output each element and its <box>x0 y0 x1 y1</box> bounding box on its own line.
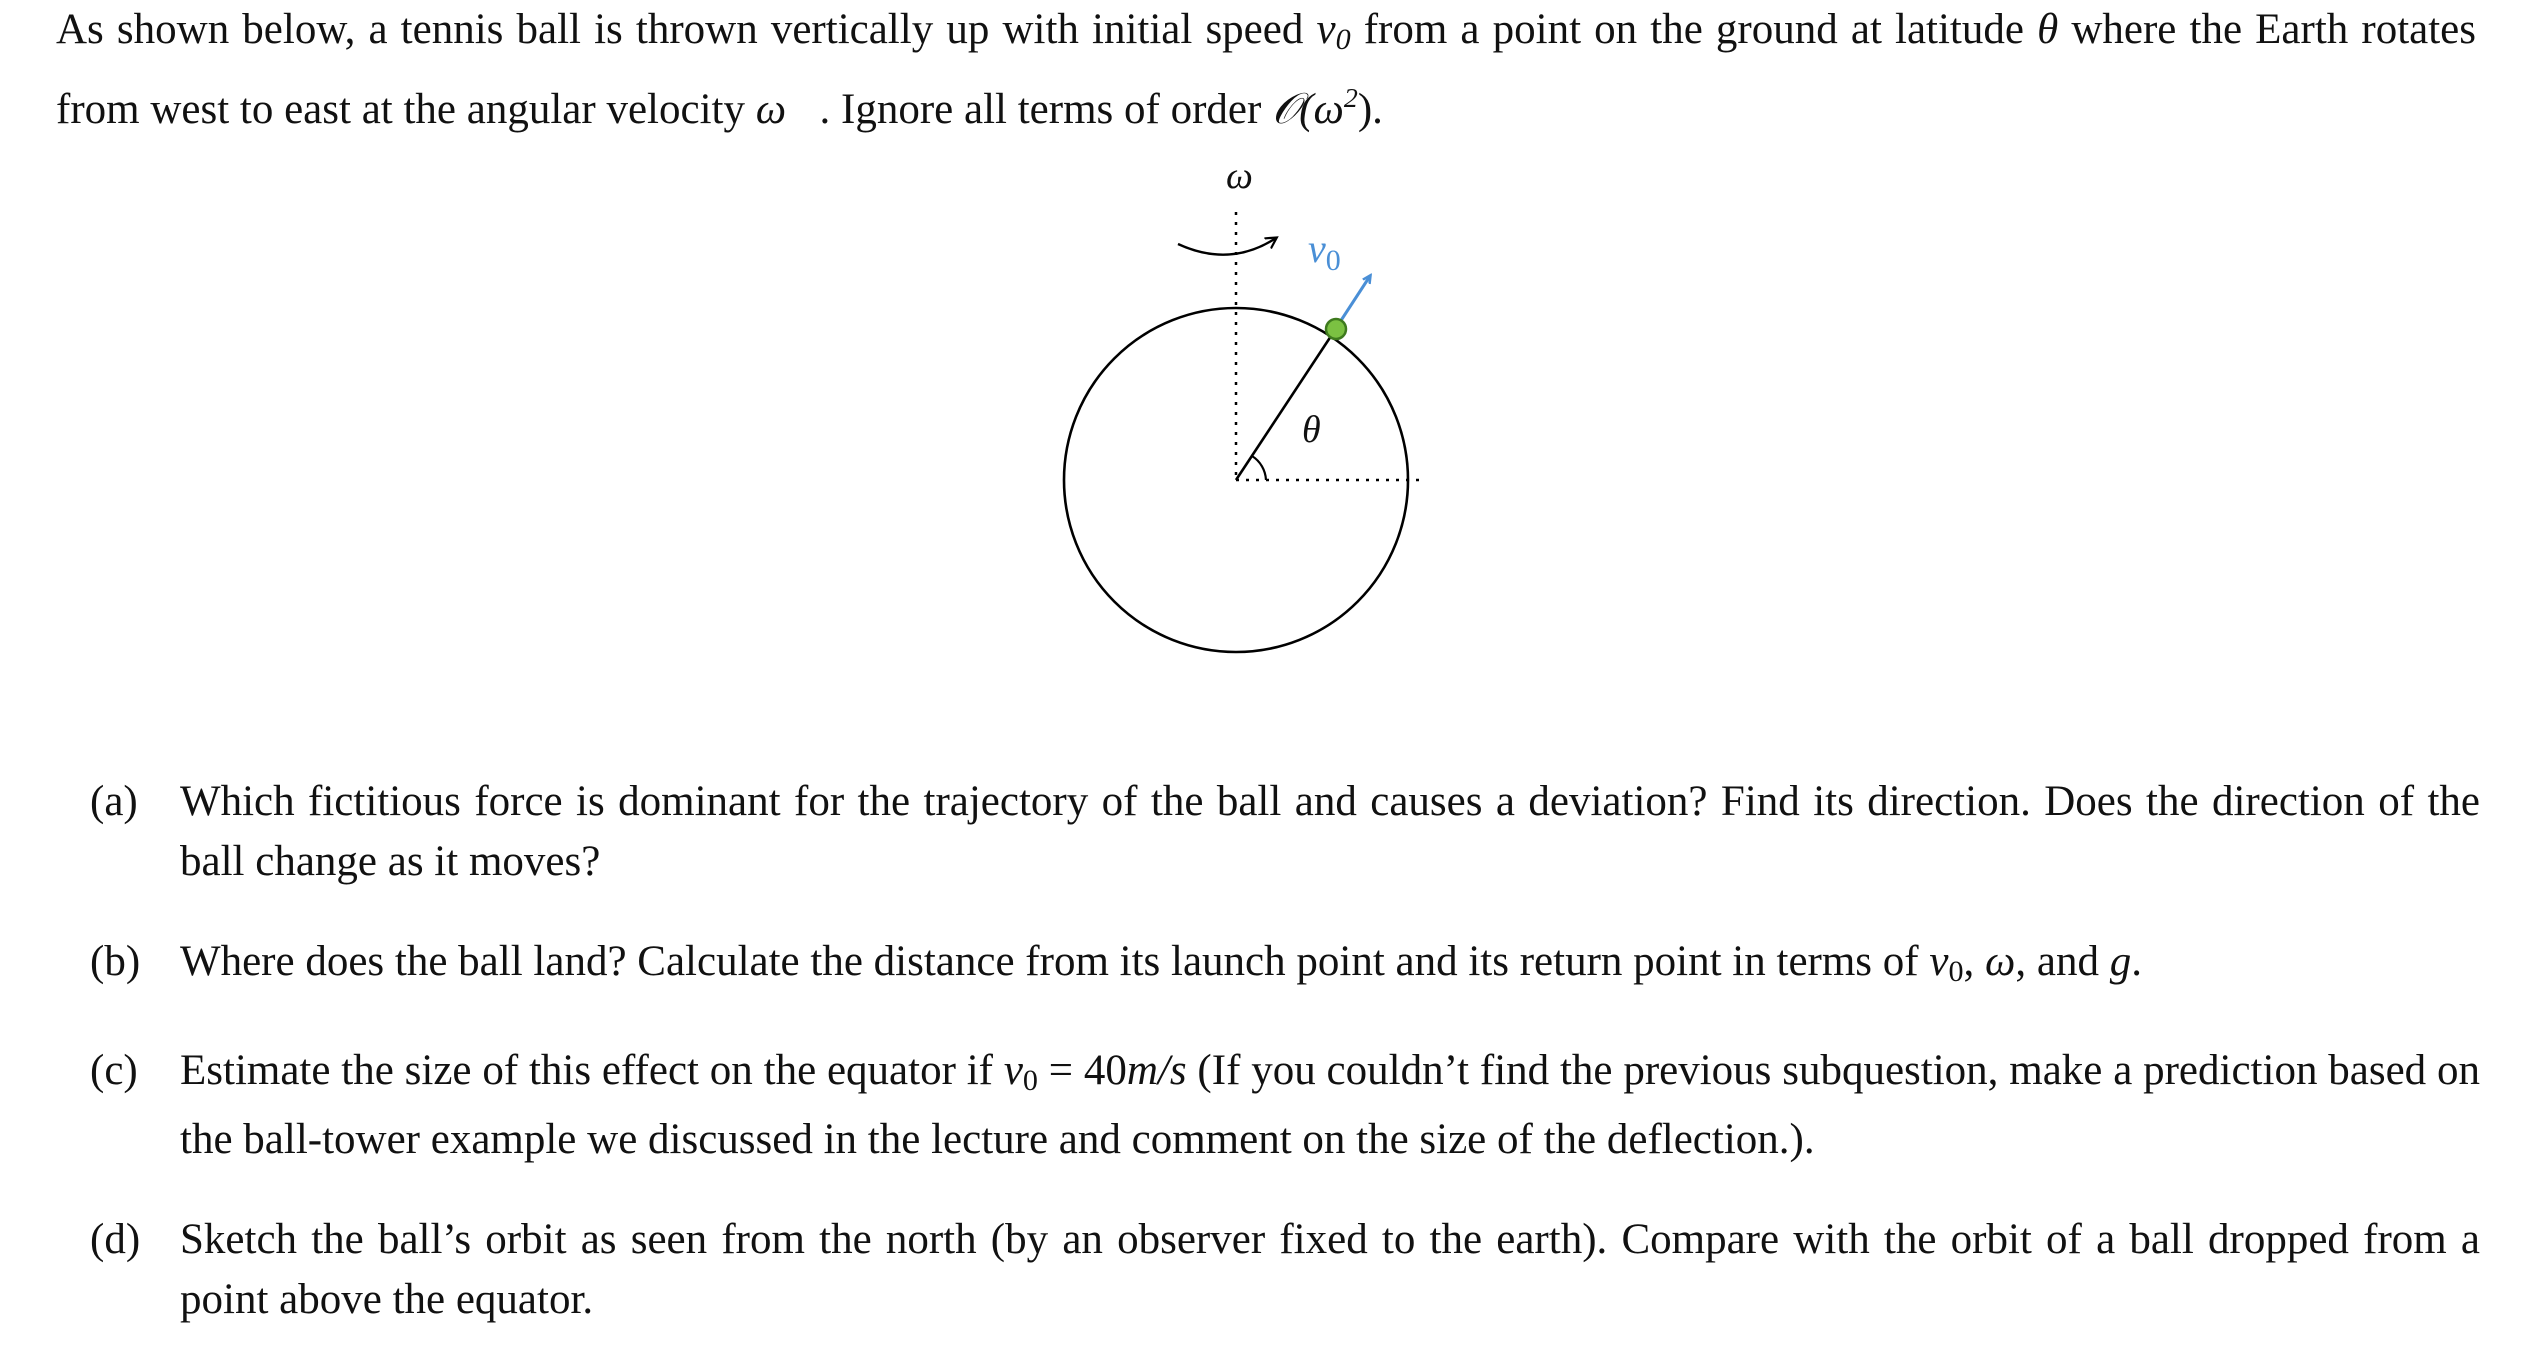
question-label: (d) <box>90 1216 141 1263</box>
velocity-arrow <box>1340 276 1370 322</box>
question-label: (c) <box>90 1047 138 1094</box>
question-text: Where does the ball land? Calculate the distance from its launch point and its return point in terms of $v_0$, ω, and g. <box>180 938 2142 988</box>
theta-symbol: θ <box>2037 6 2059 53</box>
question-text: Sketch the ball’s orbit as seen from the north (by an observer fixed to the earth). Compare with the orbit of a ball dropped from a point above the equator. <box>180 1216 2480 1323</box>
intro-text-4: . Ignore all terms of order <box>819 86 1273 133</box>
v0-symbol: $v_0$ <box>1316 6 1351 56</box>
intro-text-2: from a point on the ground at latitude <box>1350 6 2038 53</box>
theta-label: θ <box>1302 409 1321 451</box>
earth-diagram-svg <box>1040 150 1480 670</box>
earth-diagram <box>1040 150 1480 670</box>
intro-text-1: As shown below, a tennis ball is thrown vertically up with initial speed <box>56 6 1317 53</box>
question-text: Which fictitious force is dominant for the trajectory of the ball and causes a deviation? Find its direction. Does the direction of the ball change as it moves? <box>180 778 2480 885</box>
question-c <box>90 1041 2480 1170</box>
omega-label: ω <box>1226 155 1253 197</box>
question-d <box>90 1210 2480 1330</box>
question-label: (b) <box>90 938 141 985</box>
subquestions <box>90 772 2480 1370</box>
v0-label: $v_0$ <box>1308 226 1341 277</box>
order-expression: $𝒪(\omega^2)$. <box>1272 83 1383 133</box>
question-a <box>90 772 2480 892</box>
problem-statement <box>56 0 2476 140</box>
question-text: Estimate the size of this effect on the equator if $v_0 = 40m/s$ (If you couldn’t find the previous subquestion, make a prediction based on the ball-tower example we discussed in the lecture and comment on the size of the deflection.). <box>180 1047 2480 1163</box>
omega-vector-symbol: ω⃗ <box>755 86 820 133</box>
intro-text-3: where the Earth rotates from west to east at the angular velocity <box>56 6 2477 133</box>
tennis-ball <box>1326 319 1346 339</box>
question-label: (a) <box>90 778 138 825</box>
intro-paragraph <box>56 0 2476 140</box>
question-b <box>90 932 2480 1001</box>
theta-arc <box>1252 456 1266 480</box>
radius-line <box>1236 330 1335 480</box>
rotation-arrow <box>1178 238 1276 255</box>
